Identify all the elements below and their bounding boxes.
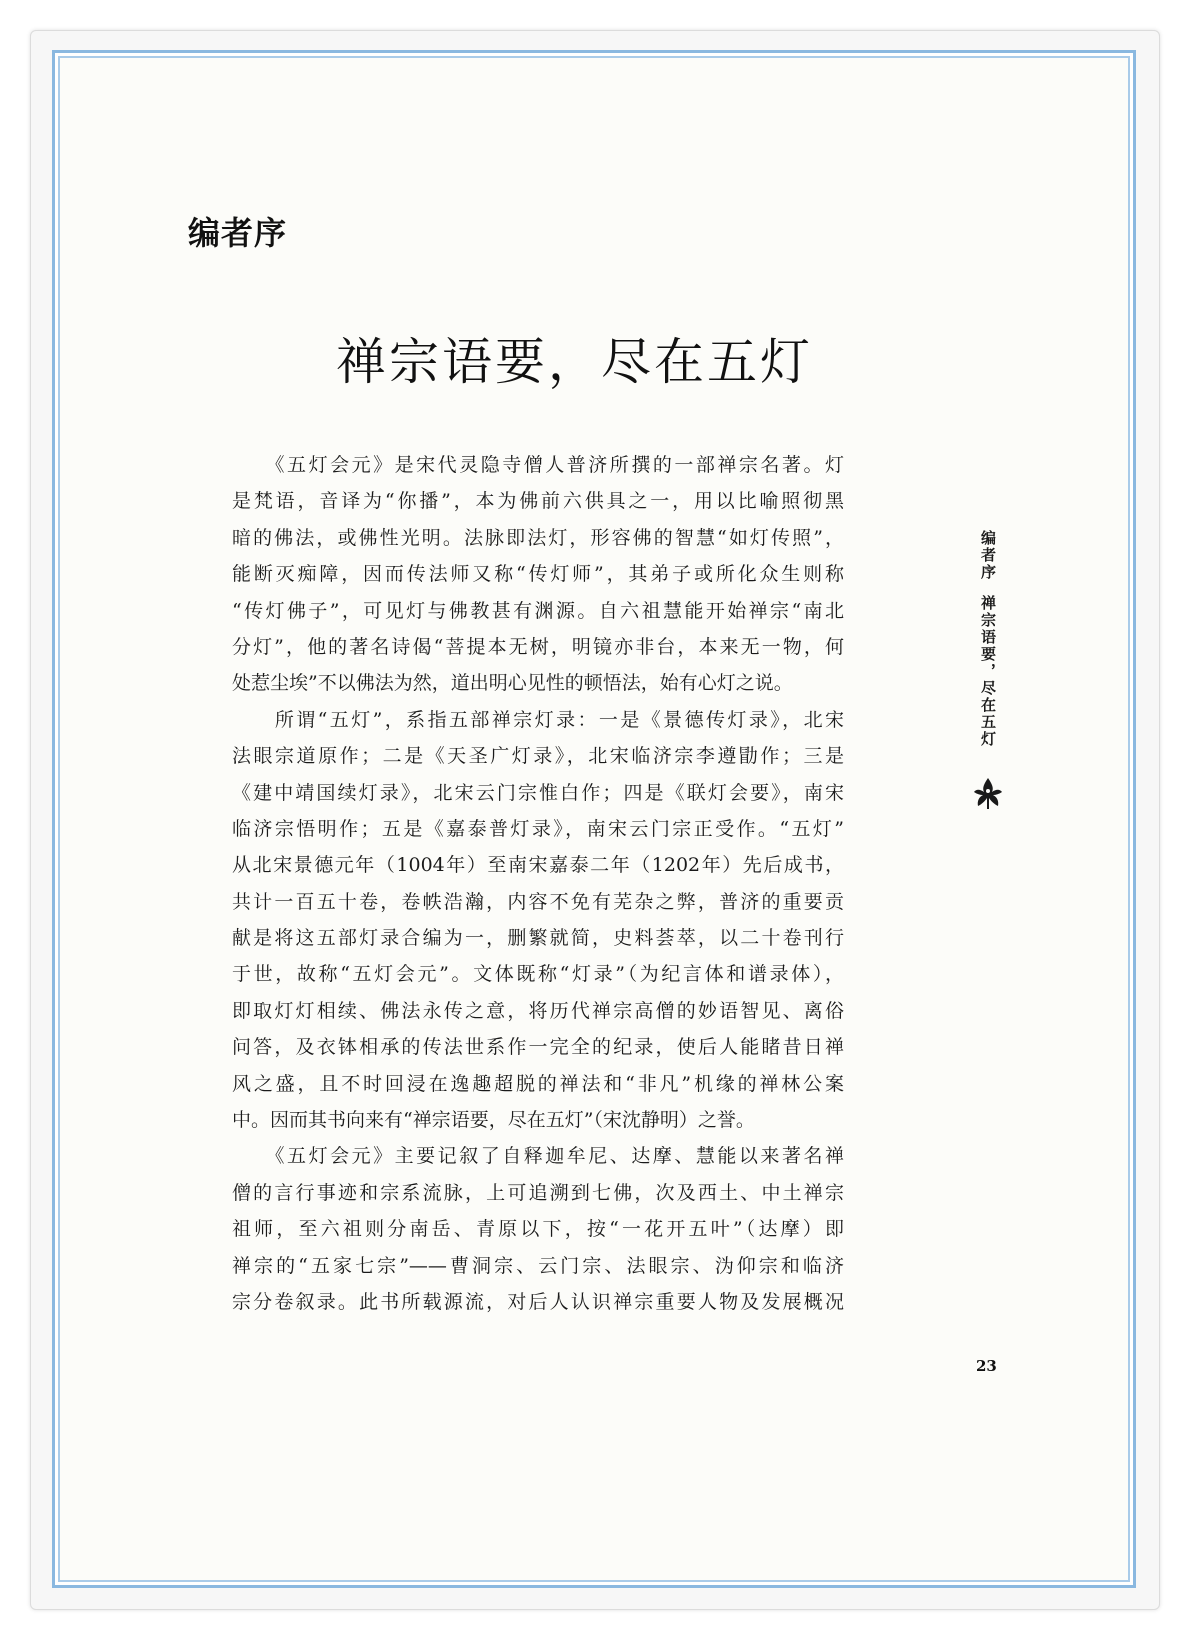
body-line: 是梵语，音译为“你播”，本为佛前六供具之一，用以比喻照彻黑	[232, 490, 844, 513]
body-line: 献是将这五部灯录合编为一，删繁就简，史料荟萃，以二十卷刊行	[232, 927, 844, 950]
body-line: 问答，及衣钵相承的传法世系作一完全的纪录，使后人能睹昔日禅	[232, 1036, 844, 1059]
body-line: 从北宋景德元年（1004年）至南宋嘉泰二年（1202年）先后成书，	[232, 854, 844, 877]
body-line: 分灯”，他的著名诗偈“菩提本无树，明镜亦非台，本来无一物，何	[232, 635, 844, 658]
body-line: 临济宗悟明作；五是《嘉泰普灯录》，南宋云门宗正受作。“五灯”	[232, 817, 844, 840]
running-head	[978, 530, 999, 748]
body-line: 宗分卷叙录。此书所载源流，对后人认识禅宗重要人物及发展概况	[232, 1290, 844, 1313]
body-line: 《五灯会元》是宋代灵隐寺僧人普济所撰的一部禅宗名著。灯	[232, 454, 844, 476]
body-line: 中。因而其书向来有“禅宗语要，尽在五灯”（宋沈静明）之誉。	[232, 1109, 755, 1132]
body-line: 于世，故称“五灯会元”。文体既称“灯录”（为纪言体和谱录体），	[232, 963, 844, 986]
body-line: 能断灭痴障，因而传法师又称“传灯师”，其弟子或所化众生则称	[232, 563, 844, 586]
body-line: 《建中靖国续灯录》，北宋云门宗惟白作；四是《联灯会要》，南宋	[232, 781, 844, 804]
section-label: 编者序	[188, 214, 288, 252]
body-line: 禅宗的“五家七宗”——曹洞宗、云门宗、法眼宗、沩仰宗和临济	[232, 1254, 844, 1277]
body-line: 《五灯会元》主要记叙了自释迦牟尼、达摩、慧能以来著名禅	[232, 1145, 844, 1168]
body-line: “传灯佛子”，可见灯与佛教甚有渊源。自六祖慧能开始禅宗“南北	[232, 599, 844, 622]
running-head-title: 禅宗语要，尽在五灯	[979, 595, 997, 748]
body-line: 共计一百五十卷，卷帙浩瀚，内容不免有芜杂之弊，普济的重要贡	[232, 890, 844, 913]
body-line: 法眼宗道原作；二是《天圣广灯录》，北宋临济宗李遵勖作；三是	[232, 745, 844, 768]
body-line: 处惹尘埃”不以佛法为然，道出明心见性的顿悟法，始有心灯之说。	[232, 672, 793, 695]
body-line: 祖师，至六祖则分南岳、青原以下，按“一花开五叶”（达摩）即	[232, 1218, 844, 1241]
body-line: 暗的佛法，或佛性光明。法脉即法灯，形容佛的智慧“如灯传照”，	[232, 526, 844, 549]
running-head-section: 编者序	[979, 530, 997, 581]
page-number: 23	[976, 1357, 997, 1375]
body-line: 僧的言行事迹和宗系流脉，上可追溯到七佛，次及西土、中土禅宗	[232, 1181, 844, 1204]
body-text	[232, 447, 844, 1320]
body-line: 风之盛，且不时回浸在逸趣超脱的禅法和“非凡”机缘的禅林公案	[232, 1072, 844, 1095]
body-line: 所谓“五灯”，系指五部禅宗灯录：一是《景德传灯录》，北宋	[232, 708, 844, 731]
body-line: 即取灯灯相续、佛法永传之意，将历代禅宗高僧的妙语智见、离俗	[232, 999, 844, 1022]
page-title: 禅宗语要，尽在五灯	[336, 333, 813, 391]
lotus-ornament-icon	[972, 776, 1004, 810]
